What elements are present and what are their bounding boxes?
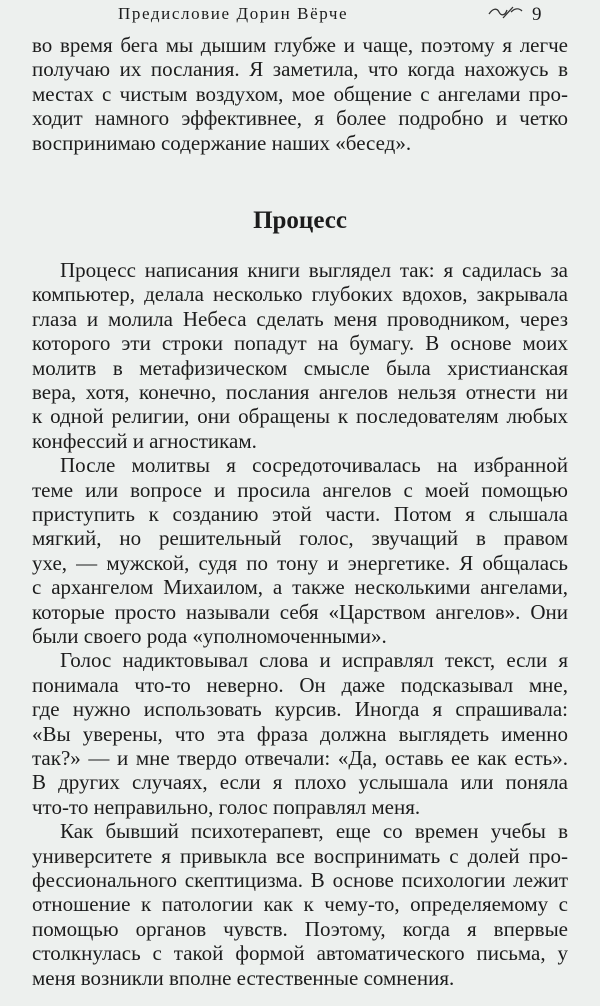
text-line: были своего рода «уполномоченными». [32, 624, 387, 648]
running-header-title: Предисловие Дорин Вёрче [118, 4, 349, 23]
text-line: В других случаях, если я плохо услышала или поняла [32, 770, 568, 795]
text-line: мягкий, но решительный голос, звучащий в правом [32, 526, 568, 551]
text-line: которые просто называли себя «Царством ангелов». Они [32, 599, 568, 624]
text-line: ходит намного эффективнее, я более подробно и четко [32, 106, 568, 131]
text-line: местах с чистым воздухом, мое общение с ангелами про- [32, 81, 568, 106]
text-line: Голос надиктовывал слова и исправлял текст, если я [60, 648, 568, 673]
text-line: к одной религии, они обращены к последователям любых [32, 404, 568, 429]
text-line: что-то неправильно, голос поправлял меня. [32, 794, 421, 819]
text-line: глаза и молила Небеса сделать меня проводником, через [32, 306, 568, 331]
text-line: вера, хотя, конечно, послания ангелов нельзя отнести ни [32, 380, 568, 404]
section-heading: Процесс [253, 207, 347, 234]
text-line: Как бывший психотерапевт, еще со времен учебы в [60, 819, 568, 844]
text-line: с архангелом Михаилом, а также несколькими ангелами, [32, 575, 568, 600]
text-line: «Вы уверены, что эта фраза должна выглядеть именно [32, 721, 568, 746]
text-line: ухе, — мужской, судя по тону и энергетике. Я общалась [32, 550, 568, 575]
text-line: молитв в метафизическом смысле была христианская [32, 355, 568, 380]
ornament-icon [487, 4, 525, 25]
page-number: 9 [532, 4, 542, 25]
text-line: где нужно использовать курсив. Иногда я спрашивала: [32, 697, 568, 722]
text-line: теме или вопросе и просила ангелов с моей помощью [32, 477, 568, 502]
text-line: Процесс написания книги выглядел так: я садилась за [60, 258, 568, 282]
text-line: так?» — и мне твердо отвечали: «Да, оставь ее как есть». [32, 746, 568, 770]
text-line: получаю их послания. Я заметила, что когда нахожусь в [32, 57, 568, 82]
text-line: помощью органов чувств. Поэтому, когда я впервые [32, 916, 568, 941]
text-line: отношение к патологии как к чему-то, определяемому с [32, 892, 568, 917]
text-line: конфессий и агностикам. [32, 428, 257, 453]
text-line: меня возникли вполне естественные сомнения. [32, 965, 455, 990]
text-line: университете я привыкла все воспринимать с долей про- [32, 843, 568, 868]
text-line: которого эти строки попадут на бумагу. В основе моих [32, 331, 568, 356]
text-line: фессионального скептицизма. В основе психологии лежит [32, 868, 568, 892]
text-line: во время бега мы дышим глубже и чаще, поэтому я легче [32, 33, 568, 57]
text-line: компьютер, делала несколько глубоких вдохов, закрывала [32, 282, 568, 307]
text-line: После молитвы я сосредоточивалась на избранной [60, 453, 568, 478]
text-line: столкнулась с такой формой автоматического письма, у [32, 941, 568, 966]
text-line: понимала что-то неверно. Он даже подсказывал мне, [32, 672, 568, 697]
text-line: приступить к созданию этой части. Потом я слышала [32, 502, 568, 526]
running-header [0, 4, 600, 26]
text-line: воспринимаю содержание наших «бесед». [32, 130, 412, 155]
